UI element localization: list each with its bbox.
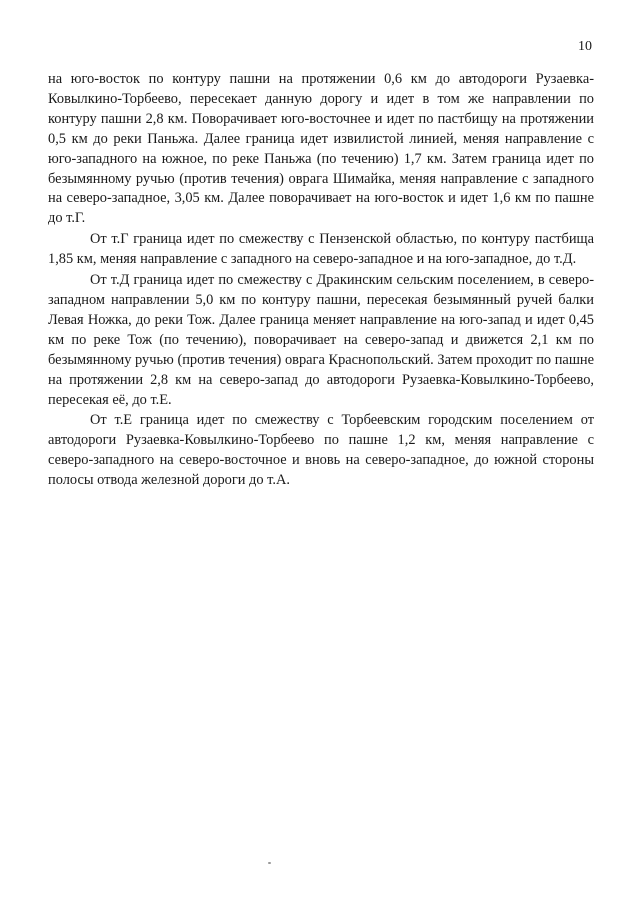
scan-speck [268, 862, 271, 864]
paragraph-point-g: От т.Г граница идет по смежеству с Пензенской областью, по контуру пастбища 1,85 км, меняя направление с западного на северо-западное и на юго-западное, до т.Д. [48, 231, 594, 268]
page-number: 10 [578, 39, 592, 54]
paragraph-point-e: От т.Е граница идет по смежеству с Торбеевским городским поселением от автодороги Рузаевка-Ковылкино-Торбеево по пашне 1,2 км, меняя направление с северо-западного на северо-восточное и вновь на северо-западное, до южной стороны полосы отвода железной дороги до т.А. [48, 412, 594, 489]
paragraph-point-d: От т.Д граница идет по смежеству с Дракинским сельским поселением, в северо-западном направлении 5,0 км по контуру пашни, пересекая безымянный ручей балки Левая Ножка, до реки Тож. Далее граница меняет направление на юго-запад и идет 0,45 км по реке Тож (по течению), поворачивает на северо-запад и движется 2,1 км по безымянному ручью (против течения) оврага Краснопольский. Затем проходит по пашне на протяжении 2,8 км на северо-запад до автодороги Рузаевка-Ковылкино-Торбеево, пересекая её, до т.Е. [48, 272, 594, 408]
document-body [48, 70, 594, 491]
paragraph-continuation: на юго-восток по контуру пашни на протяжении 0,6 км до автодороги Рузаевка-Ковылкино-Торбеево, пересекает данную дорогу и идет в том же направлении по контуру пашни 2,8 км. Поворачивает юго-восточнее и идет по пастбищу на протяжении 0,5 км до реки Паньжа. Далее граница идет извилистой линией, меняя направление с юго-западного на южное, по реке Паньжа (по течению) 1,7 км. Затем граница идет по безымянному ручью (против течения) оврага Шимайка, меняя направление с западного на северо-западное, 3,05 км. Далее поворачивает на юго-восток и идет 1,6 км по пашне до т.Г. [48, 71, 594, 227]
